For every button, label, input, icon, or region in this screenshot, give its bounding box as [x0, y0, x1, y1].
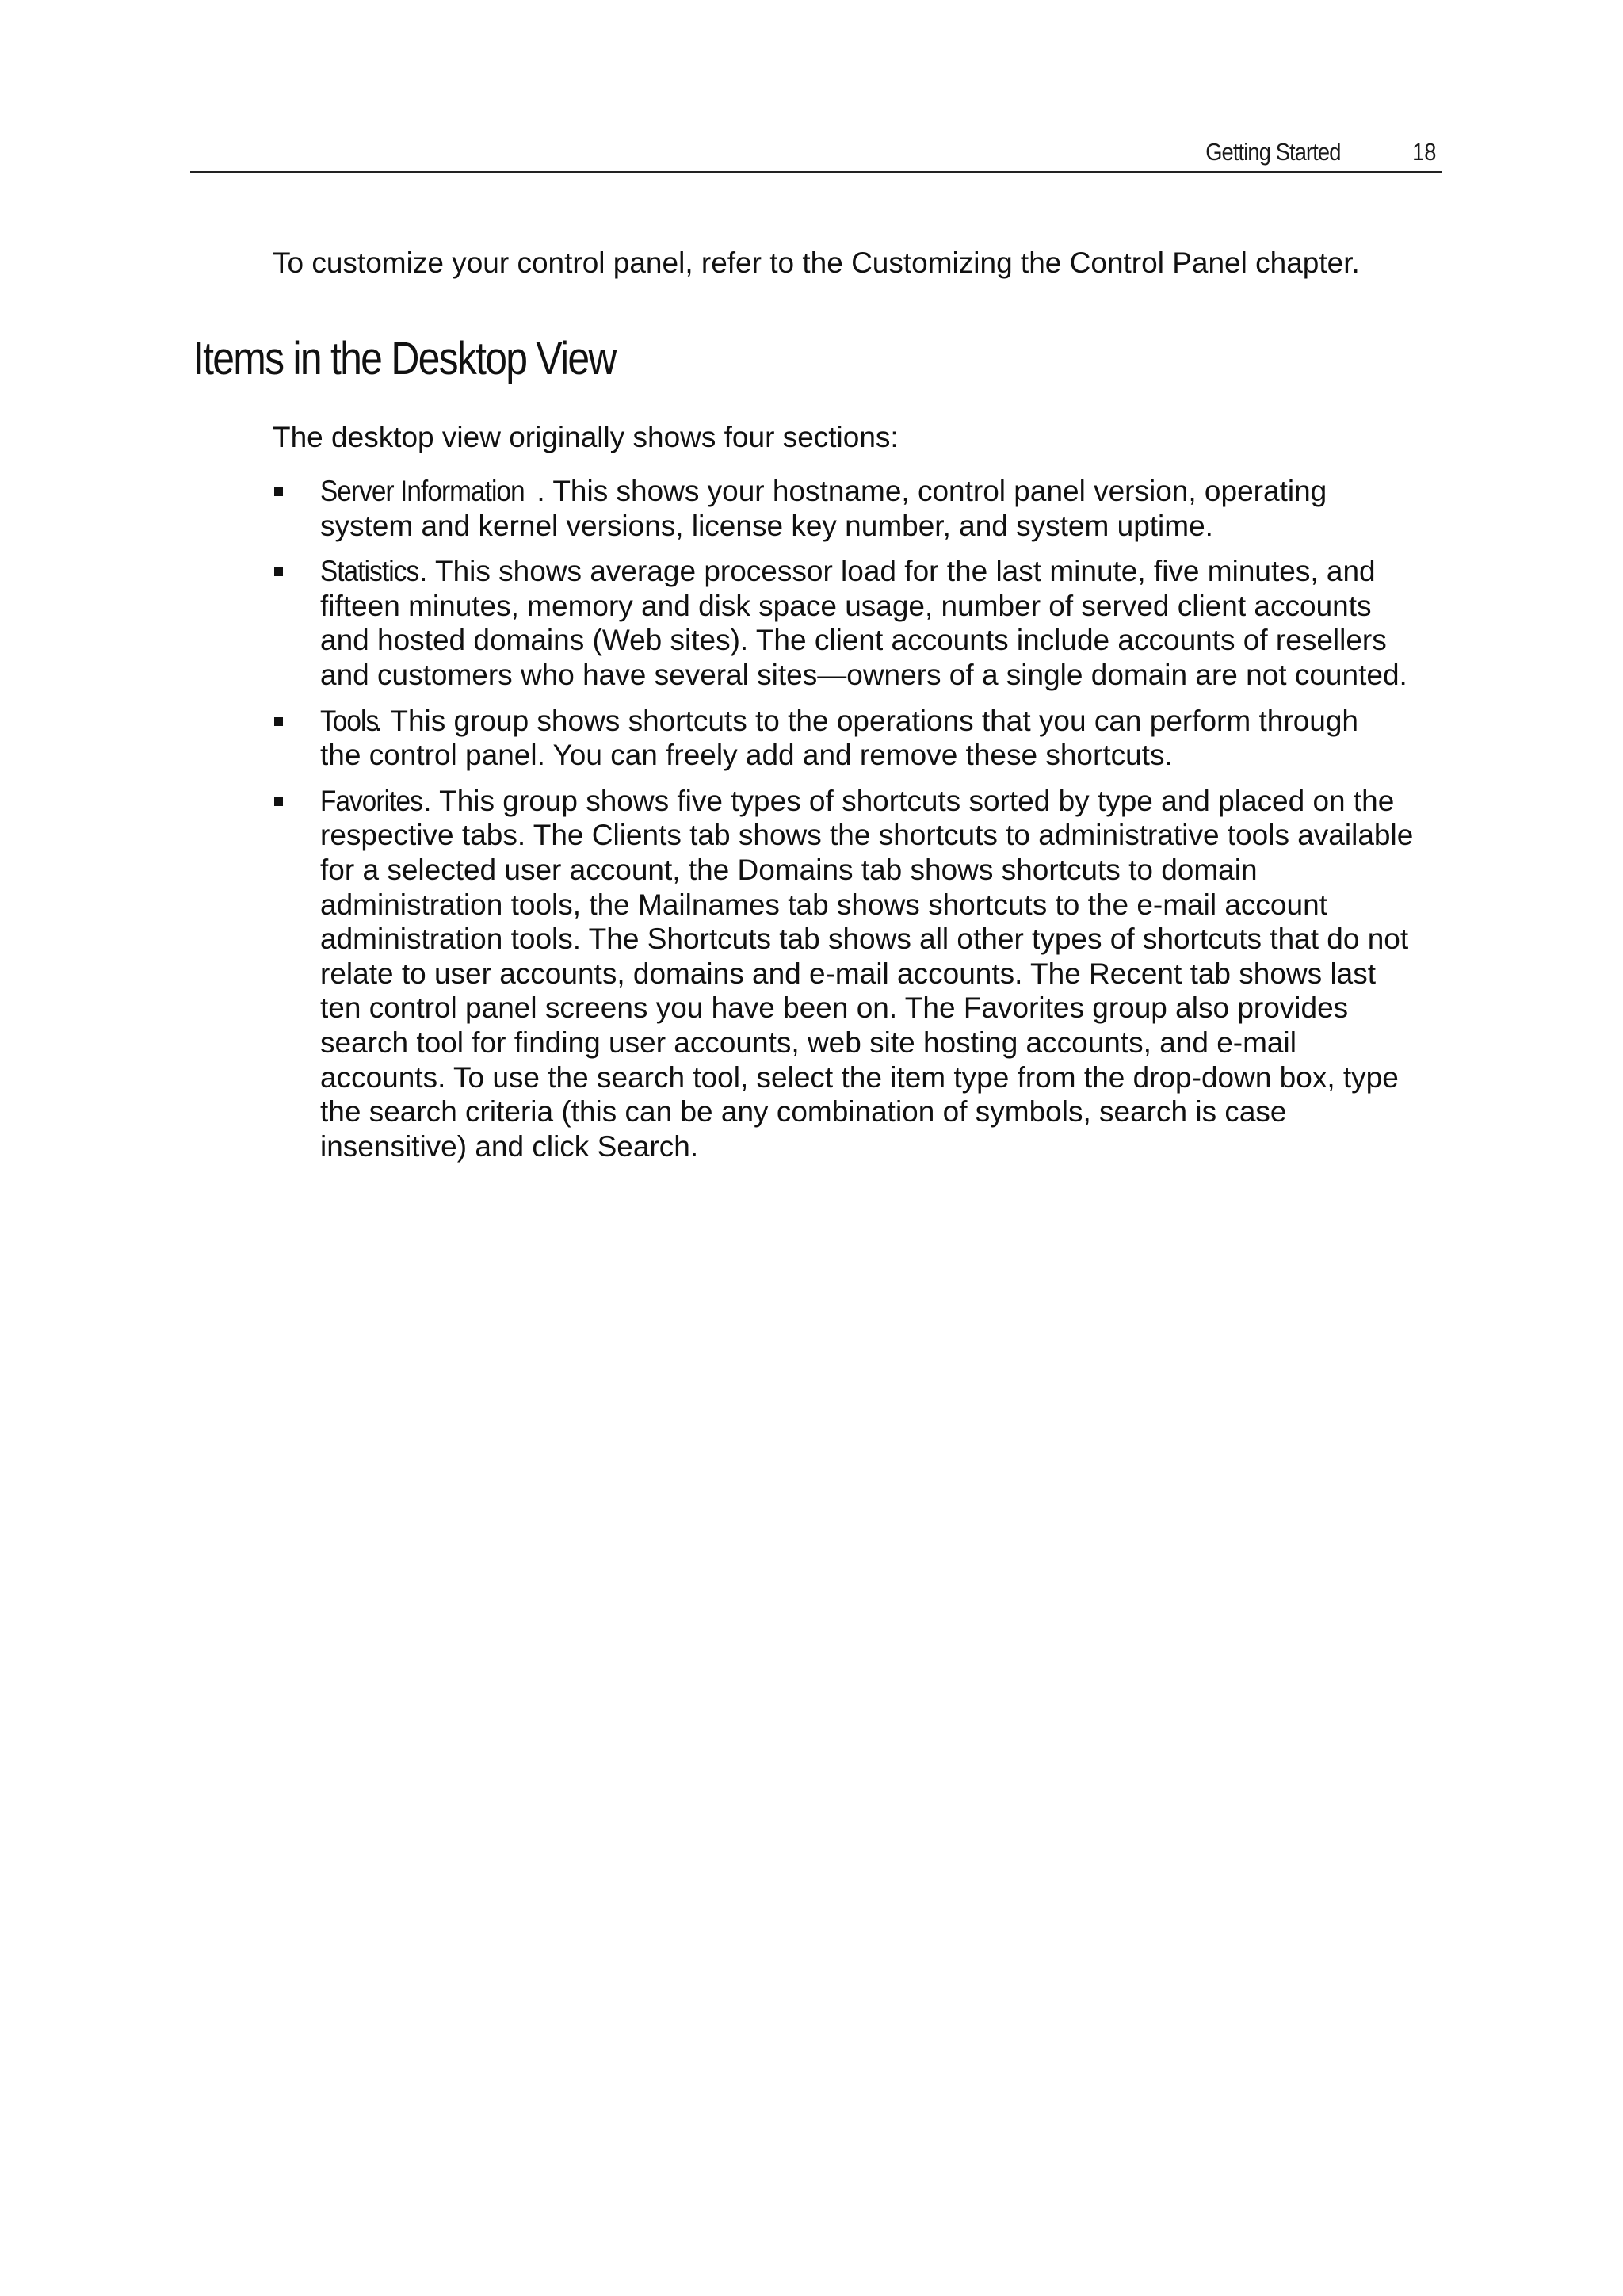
- item-line: respective tabs. The Clients tab shows the shortcuts to administrative tools available: [320, 819, 1414, 852]
- item-line: [320, 474, 1461, 509]
- item-line: the search criteria (this can be any combination of symbols, search is case: [320, 1095, 1287, 1129]
- item-text: . This shows average processor load for the last minute, five minutes, and: [419, 555, 1376, 588]
- page-number: 18: [1411, 138, 1436, 166]
- bullet-icon: [274, 487, 283, 496]
- bullet-icon: [274, 567, 283, 576]
- section-heading: Items in the Desktop View: [193, 333, 616, 384]
- list-item: [273, 784, 1461, 1164]
- page-header: [190, 132, 1442, 173]
- item-term: Tools: [320, 704, 379, 737]
- running-header-title: Getting Started: [1205, 138, 1341, 166]
- item-term: Statistics: [320, 555, 419, 588]
- bullet-icon: [274, 797, 283, 806]
- item-line: for a selected user account, the Domains tab shows shortcuts to domain: [320, 853, 1258, 886]
- item-term: Favorites: [320, 784, 422, 817]
- list-item: [273, 554, 1461, 692]
- item-line: search tool for finding user accounts, web site hosting accounts, and e-mail: [320, 1026, 1296, 1059]
- item-line: fifteen minutes, memory and disk space usage, number of served client accounts: [320, 589, 1372, 622]
- lead-paragraph: The desktop view originally shows four sections:: [273, 421, 899, 453]
- intro-paragraph: To customize your control panel, refer to the Customizing the Control Panel chapter.: [273, 246, 1360, 279]
- item-line: ten control panel screens you have been on. The Favorites group also provides: [320, 991, 1349, 1025]
- item-term: Server Information: [320, 475, 525, 507]
- item-line: and hosted domains (Web sites). The client accounts include accounts of resellers: [320, 624, 1387, 657]
- item-line: system and kernel versions, license key number, and system uptime.: [320, 509, 1213, 542]
- item-line: [320, 784, 1461, 819]
- sections-list: [273, 474, 1461, 1175]
- list-item: [273, 704, 1461, 773]
- item-text: . This shows your hostname, control panel version, operating: [537, 475, 1327, 507]
- bullet-icon: [274, 717, 283, 726]
- item-line: relate to user accounts, domains and e-mail accounts. The Recent tab shows last: [320, 957, 1377, 990]
- item-text: . This group shows five types of shortcuts sorted by type and placed on the: [423, 784, 1395, 817]
- item-line: insensitive) and click Search.: [320, 1129, 699, 1163]
- item-line: [320, 704, 1461, 739]
- item-line: administration tools. The Shortcuts tab shows all other types of shortcuts that do not: [320, 923, 1409, 956]
- list-item: [273, 474, 1461, 543]
- item-text: . This group shows shortcuts to the operations that you can perform through: [374, 704, 1359, 737]
- item-line: [320, 554, 1461, 589]
- item-line: accounts. To use the search tool, select the item type from the drop-down box, type: [320, 1060, 1399, 1094]
- item-line: administration tools, the Mailnames tab shows shortcuts to the e-mail account: [320, 888, 1327, 921]
- item-line: the control panel. You can freely add and remove these shortcuts.: [320, 739, 1173, 772]
- item-line: and customers who have several sites—owners of a single domain are not counted.: [320, 658, 1407, 691]
